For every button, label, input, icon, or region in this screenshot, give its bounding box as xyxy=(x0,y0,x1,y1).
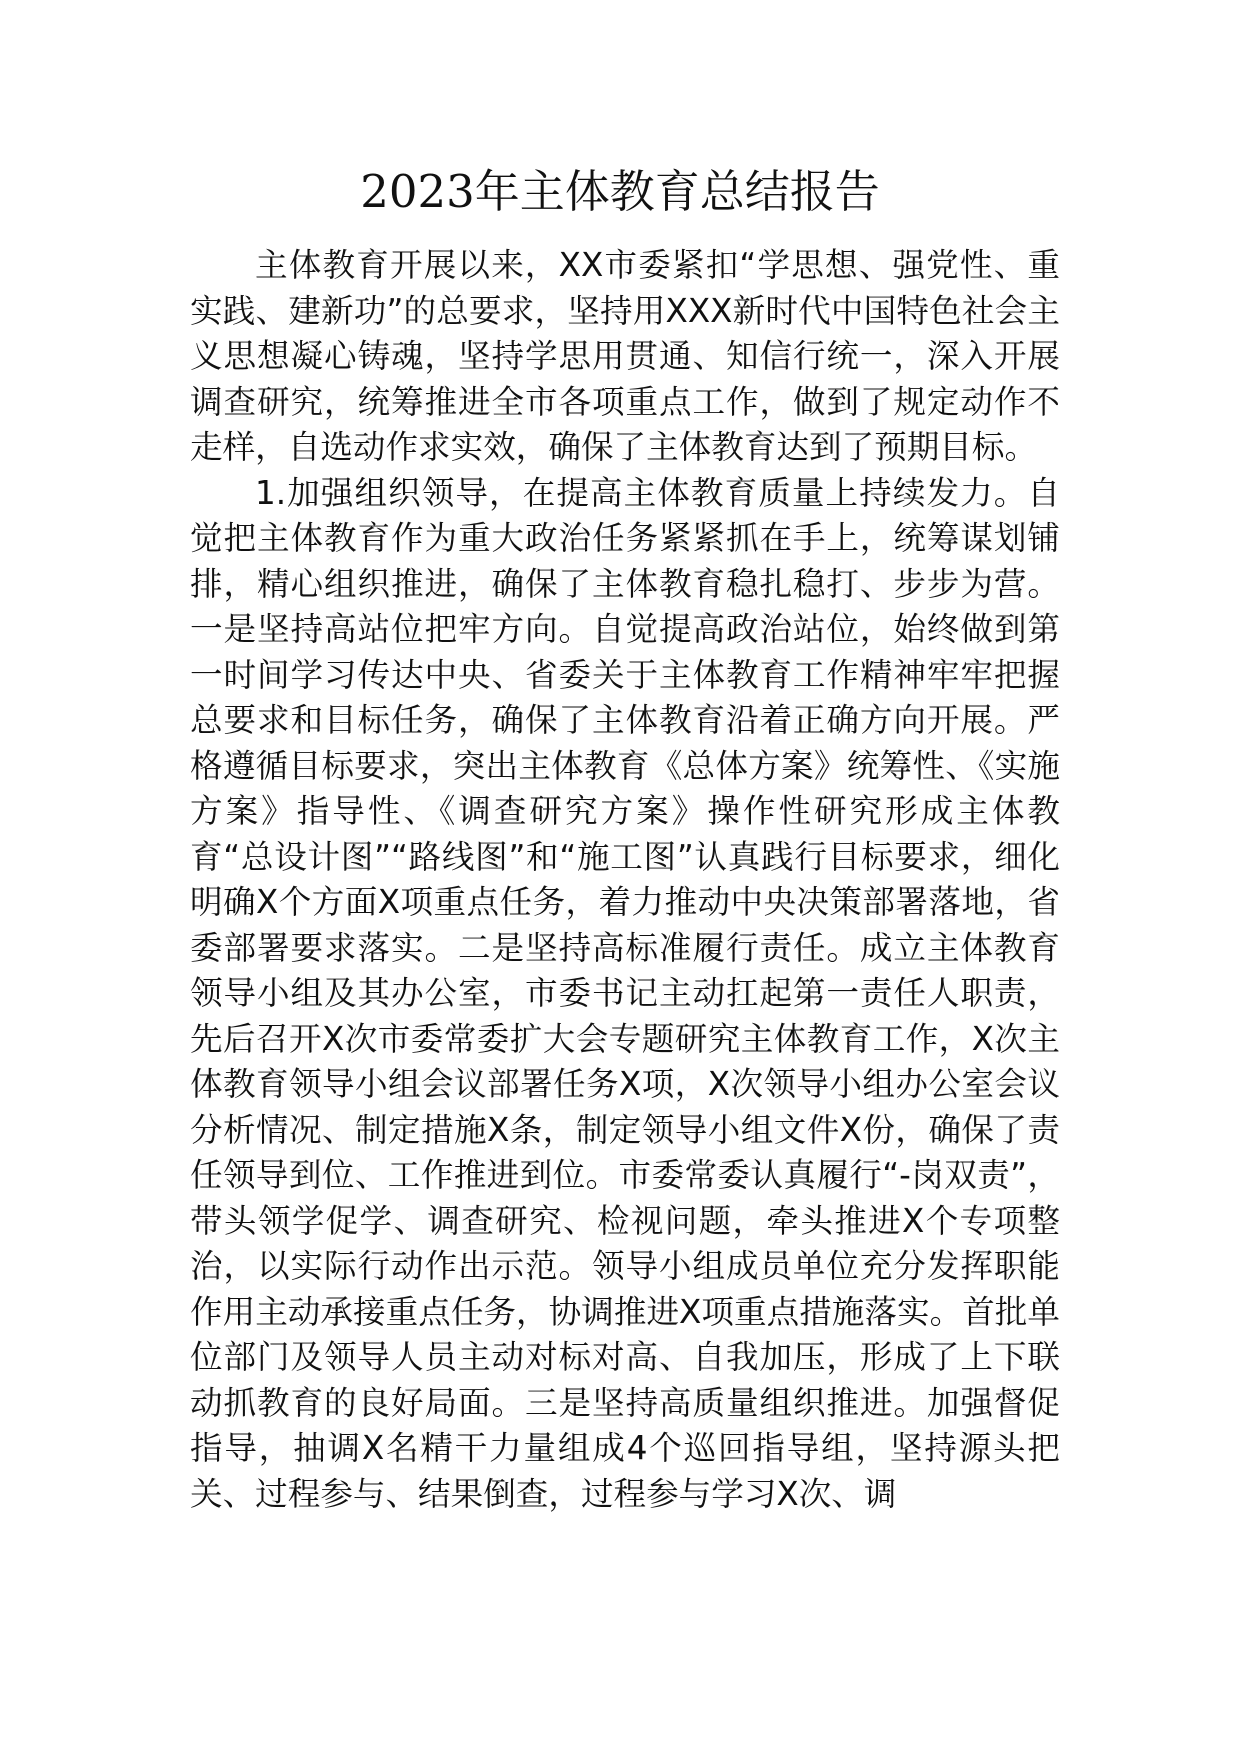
paragraph-section-1: 1.加强组织领导，在提高主体教育质量上持续发力。自觉把主体教育作为重大政治任务紧紧抓在手上，统筹谋划铺排，精心组织推进，确保了主体教育稳扎稳打、步步为营。一是坚持高站位把牢方向。自觉提高政治站位，始终做到第一时间学习传达中央、省委关于主体教育工作精神牢牢把握总要求和目标任务，确保了主体教育沿着正确方向开展。严格遵循目标要求，突出主体教育《总体方案》统筹性、《实施方案》指导性、《调查研究方案》操作性研究形成主体教育“总设计图”“路线图”和“施工图”认真践行目标要求，细化明确X个方面X项重点任务，着力推动中央决策部署落地，省委部署要求落实。二是坚持高标准履行责任。成立主体教育领导小组及其办公室，市委书记主动扛起第一责任人职责，先后召开X次市委常委扩大会专题研究主体教育工作，X次主体教育领导小组会议部署任务X项，X次领导小组办公室会议分析情况、制定措施X条，制定领导小组文件X份，确保了责任领导到位、工作推进到位。市委常委认真履行“-岗双责”，带头领学促学、调查研究、检视问题，牵头推进X个专项整治，以实际行动作出示范。领导小组成员单位充分发挥职能作用主动承接重点任务，协调推进X项重点措施落实。首批单位部门及领导人员主动对标对高、自我加压，形成了上下联动抓教育的良好局面。三是坚持高质量组织推进。加强督促指导，抽调X名精干力量组成4个巡回指导组，坚持源头把关、过程参与、结果倒查，过程参与学习X次、调 xyxy=(190,473,1060,1513)
paragraph-intro: 主体教育开展以来，XX市委紧扣“学思想、强党性、重实践、建新功”的总要求，坚持用XXX新时代中国特色社会主义思想凝心铸魂，坚持学思用贯通、知信行统一，深入开展调查研究，统筹推进全市各项重点工作，做到了规定动作不走样，自选动作求实效，确保了主体教育达到了预期目标。 xyxy=(190,246,1060,466)
document-title: 2023年主体教育总结报告 xyxy=(360,165,880,218)
document-body xyxy=(190,243,1060,1517)
